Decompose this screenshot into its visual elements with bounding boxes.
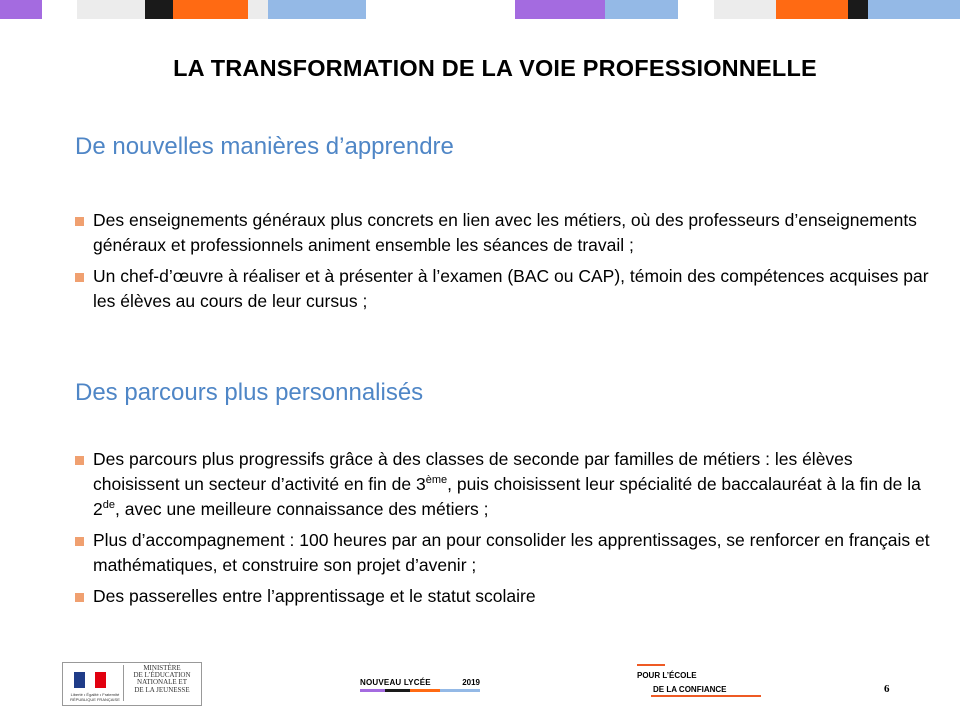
ministry-line: DE LA JEUNESSE [134,685,190,694]
ecole-confiance-logo [637,664,757,698]
nouveau-lycee-logo [360,678,480,694]
republic-text: Liberté • Égalité • Fraternité RÉPUBLIQUE FRANÇAISE [70,692,120,702]
top-bar-gray-3 [714,0,776,19]
top-bar-gray-2 [248,0,268,19]
list-item [75,528,935,578]
pec-line1: POUR L’ÉCOLE [637,671,697,680]
orange-tick [637,664,665,666]
top-bar-blue-3 [868,0,960,19]
superscript: ème [425,474,448,486]
bullet-text: Un chef-d’œuvre à réaliser et à présenter à l’examen (BAC ou CAP), témoin des compétences acquises par les élèves au cours de leur cursus ; [93,266,929,311]
square-bullet-icon [75,217,84,226]
top-bar-orange-1 [173,0,248,19]
ministry-logo [62,662,202,706]
top-bar-gray-1 [77,0,145,19]
nouveau-lycee-bars [360,689,480,692]
top-bar-black-2 [848,0,868,19]
nouveau-lycee-text: NOUVEAU LYCÉE [360,678,431,687]
ministry-line: MINISTÈRE [143,664,181,672]
french-flag-icon [74,672,106,688]
bullet-text: Des passerelles entre l’apprentissage et le statut scolaire [93,586,536,606]
section-heading-parcours: Des parcours plus personnalisés [75,379,424,406]
orange-underline [651,695,761,697]
bullet-text: Des enseignements généraux plus concrets en lien avec les métiers, où des professeurs d’enseignements généraux et professionnels animent ensemble les séances de travail ; [93,210,917,255]
bullet-list-parcours [75,447,935,615]
square-bullet-icon [75,273,84,282]
square-bullet-icon [75,456,84,465]
square-bullet-icon [75,537,84,546]
superscript: de [102,499,115,511]
section-heading-apprendre: De nouvelles manières d’apprendre [75,133,454,160]
nouveau-lycee-year: 2019 [462,678,480,687]
ministry-name [125,665,199,694]
pec-line2: DE LA CONFIANCE [653,685,727,694]
ministry-line: NATIONALE ET [137,678,187,687]
page-number: 6 [884,683,890,695]
list-item [75,264,935,314]
top-bar-black-1 [145,0,173,19]
list-item [75,447,935,522]
top-bar-purple-2 [515,0,605,19]
list-item [75,208,935,258]
bullet-list-apprendre [75,208,935,320]
list-item [75,584,935,609]
top-bar-blue-2 [605,0,678,19]
bullet-text: Plus d’accompagnement : 100 heures par an pour consolider les apprentissages, se renforcer en français et mathématiques, et construire son projet d’avenir ; [93,530,930,575]
bullet-text-part: , avec une meilleure connaissance des métiers ; [114,499,489,519]
ministry-line: DE L’ÉDUCATION [133,671,191,680]
square-bullet-icon [75,593,84,602]
top-bar-blue-1 [268,0,366,19]
marianne-logo [65,665,124,701]
bullet-text-part: Des parcours plus progressifs grâce à des classes de seconde par familles de métiers : les élèves choisissent un secteur d’activité en fin de 3 [93,449,853,494]
bullet-text-part: , puis choisissent leur spécialité de baccalauréat à la fin de la 2 [93,474,921,519]
top-bar-purple-left [0,0,42,19]
slide-title: LA TRANSFORMATION DE LA VOIE PROFESSIONNELLE [173,55,817,81]
top-bar-orange-2 [776,0,848,19]
